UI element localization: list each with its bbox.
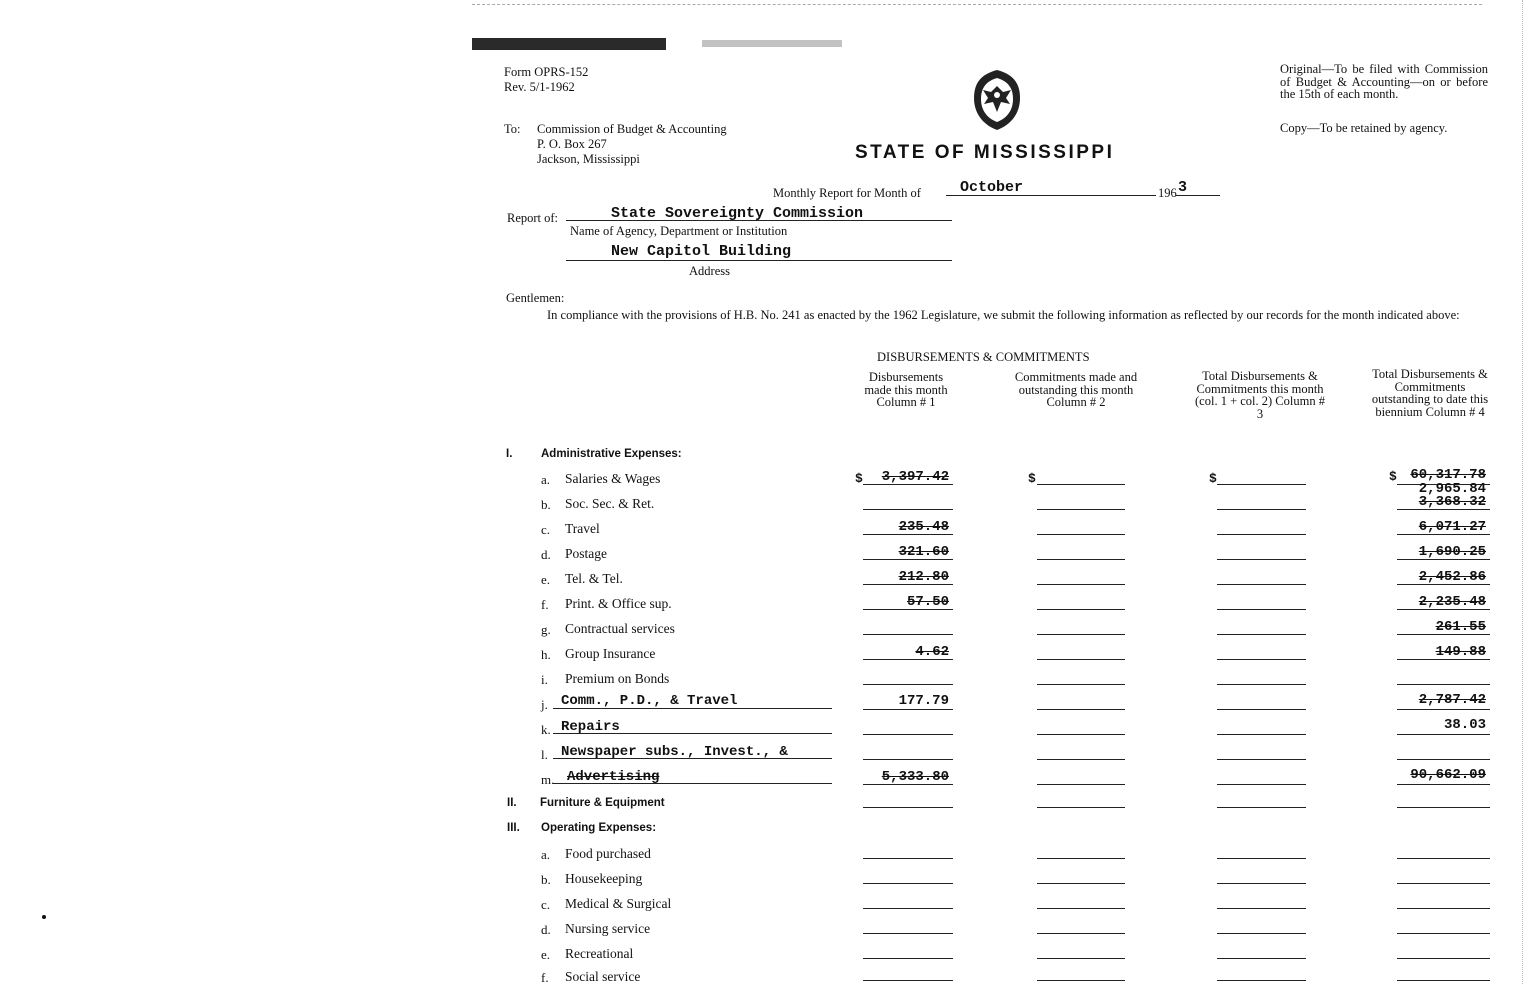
row-letter: a. xyxy=(541,472,551,487)
row-label: Print. & Office sup. xyxy=(565,596,672,611)
section-roman: II. xyxy=(507,797,517,809)
row-label: Salaries & Wages xyxy=(565,471,661,486)
to-label: To: xyxy=(504,122,521,136)
row-label: Postage xyxy=(565,546,607,561)
monthly-report-label: Monthly Report for Month of xyxy=(773,186,921,200)
row-label-typed: Comm., P.D., & Travel xyxy=(561,693,738,709)
row-label: Group Insurance xyxy=(565,646,656,661)
value-col1: 321.60 xyxy=(898,544,949,560)
row-label: Nursing service xyxy=(565,921,651,936)
row-letter: m. xyxy=(541,772,555,787)
row-label: Medical & Surgical xyxy=(565,896,672,911)
row-label: Premium on Bonds xyxy=(565,671,670,686)
row-letter: c. xyxy=(541,522,551,537)
section-title: Administrative Expenses: xyxy=(541,448,682,460)
row-label: Soc. Sec. & Ret. xyxy=(565,496,655,511)
scan-artifact-dot xyxy=(42,915,46,919)
compliance-text: In compliance with the provisions of H.B. No. 241 as enacted by the 1962 Legislature, we submit the following information as reflected by our records for the month indicated above: xyxy=(547,308,1460,322)
row-letter: l. xyxy=(541,747,548,762)
currency-symbol-col3: $ xyxy=(1209,471,1217,486)
address-caption: Address xyxy=(689,264,730,278)
row-letter: e. xyxy=(541,947,551,962)
row-label: Contractual services xyxy=(565,621,675,636)
value-col4: 2,235.48 xyxy=(1418,594,1486,610)
value-col4: 2,452.86 xyxy=(1418,569,1486,585)
column-1-header: Disbursements made this month Column # 1 xyxy=(864,370,948,409)
row-letter: a. xyxy=(541,847,551,862)
row-letter: e. xyxy=(541,572,551,587)
section-roman: III. xyxy=(507,822,520,834)
section-roman: I. xyxy=(506,448,513,460)
row-letter: d. xyxy=(541,547,551,562)
row-label: Recreational xyxy=(565,946,634,961)
row-letter: f. xyxy=(541,597,549,612)
row-label: Housekeeping xyxy=(565,871,643,886)
value-col1: 3,397.42 xyxy=(881,469,949,485)
report-year-digit: 3 xyxy=(1178,179,1188,196)
state-title: STATE OF MISSISSIPPI xyxy=(855,142,1115,163)
row-label: Travel xyxy=(565,521,600,536)
scan-artifact-bar xyxy=(472,38,666,50)
filing-note-original: Original—To be filed with Commission of Budget & Accounting—on or before the 15th of each month. xyxy=(1280,62,1488,101)
row-letter: i. xyxy=(541,672,548,687)
value-col4: 38.03 xyxy=(1443,717,1486,733)
value-col1: 212.80 xyxy=(898,569,949,585)
report-month: October xyxy=(960,179,1024,196)
column-3-header: Total Disbursements & Commitments this month (col. 1 + col. 2) Column # 3 xyxy=(1195,369,1325,421)
currency-symbol-col4: $ xyxy=(1389,469,1397,484)
row-label: Food purchased xyxy=(565,846,651,861)
row-letter: j. xyxy=(541,697,548,712)
to-line-3: Jackson, Mississippi xyxy=(537,152,640,166)
row-label: Social service xyxy=(565,969,641,984)
value-col1: 177.79 xyxy=(898,693,949,709)
row-label: Tel. & Tel. xyxy=(565,571,623,586)
column-2-header: Commitments made and outstanding this month Column # 2 xyxy=(1014,370,1138,409)
value-col4: 60,317.78 xyxy=(1410,467,1486,483)
scan-artifact-topline xyxy=(472,4,1482,5)
currency-symbol-col1: $ xyxy=(855,471,863,486)
year-underline xyxy=(1176,195,1220,196)
report-of-label: Report of: xyxy=(507,211,559,225)
value-col4: 2,787.42 xyxy=(1418,692,1486,708)
value-col4: 6,071.27 xyxy=(1418,519,1486,535)
agency-address: New Capitol Building xyxy=(611,243,792,260)
scan-artifact-edge xyxy=(1522,0,1526,984)
to-line-1: Commission of Budget & Accounting xyxy=(537,122,727,136)
row-letter: b. xyxy=(541,497,551,512)
address-underline xyxy=(566,260,952,261)
row-label-typed: Newspaper subs., Invest., & xyxy=(561,744,788,760)
row-letter: d. xyxy=(541,922,551,937)
form-revision: Rev. 5/1-1962 xyxy=(504,80,575,94)
value-col1: 5,333.80 xyxy=(881,769,949,785)
value-col4: 1,690.25 xyxy=(1418,544,1486,560)
value-col4: 90,662.09 xyxy=(1410,767,1486,783)
value-col4: 149.88 xyxy=(1435,644,1486,660)
filing-note-copy: Copy—To be retained by agency. xyxy=(1280,121,1448,135)
currency-symbol-col2: $ xyxy=(1028,471,1036,486)
salutation: Gentlemen: xyxy=(506,291,565,305)
value-col4: 261.55 xyxy=(1435,619,1486,635)
row-label-typed: Repairs xyxy=(561,719,620,735)
scan-artifact-smudge xyxy=(702,40,842,47)
row-letter: k. xyxy=(541,722,551,737)
column-4-header: Total Disbursements & Commitments outstanding to date this biennium Column # 4 xyxy=(1371,367,1489,419)
value-col1: 235.48 xyxy=(898,519,949,535)
row-letter: b. xyxy=(541,872,551,887)
row-letter: f. xyxy=(541,970,549,985)
value-col4: 3,368.32 xyxy=(1418,494,1486,510)
table-title: DISBURSEMENTS & COMMITMENTS xyxy=(877,350,1090,364)
value-col4-extra: 2,965.84 xyxy=(1418,481,1486,497)
row-letter: h. xyxy=(541,647,551,662)
to-line-2: P. O. Box 267 xyxy=(537,137,607,151)
section-title: Furniture & Equipment xyxy=(540,797,665,809)
row-letter: c. xyxy=(541,897,551,912)
value-col1: 4.62 xyxy=(915,644,949,660)
form-number: Form OPRS-152 xyxy=(504,65,589,79)
section-title: Operating Expenses: xyxy=(541,822,657,834)
report-year-prefix: 196 xyxy=(1158,186,1177,200)
row-label-typed: Advertising xyxy=(567,769,660,785)
agency-name: State Sovereignty Commission xyxy=(611,205,864,222)
state-seal-icon xyxy=(968,68,1026,132)
row-letter: g. xyxy=(541,622,551,637)
agency-caption: Name of Agency, Department or Institution xyxy=(570,224,788,238)
value-col1: 57.50 xyxy=(906,594,949,610)
